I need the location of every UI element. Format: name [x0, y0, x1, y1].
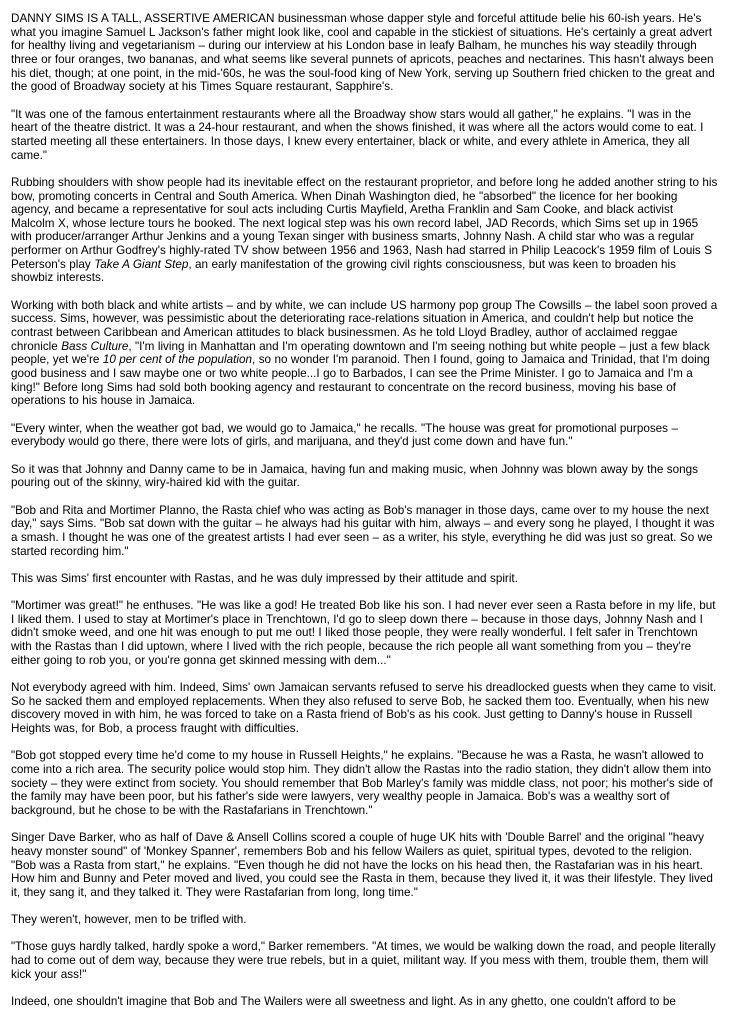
text-run: They weren't, however, men to be trifled with.	[11, 913, 247, 927]
paragraph-5	[11, 422, 719, 449]
paragraph-8	[11, 572, 719, 586]
text-run: Working with both black and white artists – and by white, we can include US harmony pop group The Cowsills – the label soon proved a success. Sims, however, was pessimistic about the deteriorating race-relations situation in America, and couldn't help but notice the contrast between Caribbean and American attitudes to black businessmen. As he told Lloyd Bradley, author of acclaimed reggae chronicle	[11, 298, 718, 353]
paragraph-3	[11, 176, 719, 285]
paragraph-11	[11, 749, 719, 817]
text-run: Rubbing shoulders with show people had its inevitable effect on the restaurant proprietor, and before long he added another string to his bow, promoting concerts in Central and South America. When Dinah Washington died, he "absorbed" the licence for her booking agency, and became a representative for soul acts including Curtis Mayfield, Aretha Franklin and Sam Cooke, and black activist Malcolm X, whose lecture tours he booked. The next logical step was his own record label, JAD Records, which Sims set up in 1965 with producer/arranger Arthur Jenkins and a young Texan singer with business smarts, Johnny Nash. A child star who was a regular performer on Arthur Godfrey's highly-rated TV show between 1956 and 1963, Nash had starred in Philip Leacock's 1959 film of Louis S Peterson's play	[11, 175, 718, 271]
text-run: "Mortimer was great!" he enthuses. "He was like a god! He treated Bob like his son. I had never ever seen a Rasta before in my life, but I liked them. I used to stay at Mortimer's place in Trenchtown, I'd go to sleep down there – because in those days, Johnny Nash and I didn't smoke weed, and one hit was enough to put me out! I liked those people, they were really wonderful. I felt safer in Trenchtown with the Rastas than I did uptown, where I lived with the rich people, because the rich people all want something from you – they're either going to rob you, or you're gonna get skinned messing with dem..."	[11, 599, 716, 667]
text-run: "Bob got stopped every time he'd come to my house in Russell Heights," he explains. "Because he was a Rasta, he wasn't allowed to come into a rich area. The security police would stop him. They didn't allow the Rastas into the radio station, they didn't allow them into society – they were extinct from society. You should remember that Bob Marley's family was middle class, not poor; his mother's side of the family may have been poor, but his father's side were lawyers, very wealthy people in Jamaica. Bob's was a wealthy sort of background, but he chose to be with the Rastafarians in Trenchtown."	[11, 749, 713, 817]
italic-text-run: 10 per cent of the population	[102, 353, 252, 367]
text-run: So it was that Johnny and Danny came to be in Jamaica, having fun and making music, when Johnny was blown away by the songs pouring out of the skinny, wiry-haired kid with the guitar.	[11, 462, 698, 490]
text-run: "Those guys hardly talked, hardly spoke a word," Barker remembers. "At times, we would be walking down the road, and people literally had to come out of dem way, because they were true rebels, but in a quiet, militant way. If you mess with them, trouble them, them will kick your ass!"	[11, 940, 716, 981]
text-run: Indeed, one shouldn't imagine that Bob and The Wailers were all sweetness and light. As in any ghetto, one couldn't afford to be	[11, 995, 676, 1009]
text-run: DANNY SIMS IS A TALL, ASSERTIVE AMERICAN businessman whose dapper style and forceful attitude belie his 60-ish years. He's what you imagine Samuel L Jackson's father might look like, cool and capable in the stickiest of situations. He's certainly a great advert for healthy living and vegetarianism – during our interview at his London base in leafy Balham, he munches his way steadily through three or four oranges, two bananas, and what seems like several punnets of apricots, peaches and nectarines. This hasn't always been his diet, though; at one point, in the mid-'60s, he was the soul-food king of New York, serving up Southern fried chicken to the great and the good of Broadway society at his Times Square restaurant, Sapphire's.	[11, 12, 715, 94]
italic-text-run: Bass Culture	[61, 339, 129, 353]
italic-text-run: Take A Giant Step	[94, 257, 189, 271]
paragraph-2	[11, 108, 719, 163]
paragraph-1	[11, 12, 719, 94]
text-run: "Bob and Rita and Mortimer Planno, the Rasta chief who was acting as Bob's manager in those days, came over to my house the next day," says Sims. "Bob sat down with the guitar – he always had his guitar with him, always – and every song he played, I thought it was a smash. I thought he was one of the greatest artists I had ever seen – as a writer, his style, everything he did was just so great. So we started recording him."	[11, 503, 715, 558]
text-run: Not everybody agreed with him. Indeed, Sims' own Jamaican servants refused to serve his dreadlocked guests when they came to visit. So he sacked them and employed replacements. When they also refused to serve Bob, he sacked them too. Eventually, when his new discovery moved in with him, he was forced to take on a Rasta friend of Bob's as his cook. Just getting to Danny's house in Russell Heights was, for Bob, a process fraught with difficulties.	[11, 681, 717, 735]
paragraph-14	[11, 940, 719, 981]
paragraph-6	[11, 463, 719, 490]
text-run: Singer Dave Barker, who as half of Dave & Ansell Collins scored a couple of huge UK hits with 'Double Barrel' and the original "heavy heavy monster sound" of 'Monkey Spanner', remembers Bob and his fellow Wailers as quiet, spiritual types, devoted to the religion. "Bob was a Rasta from start," he explains. "Even though he did not have the locks on his head then, the Rastafarian was in his heart. How him and Bunny and Peter moved and lived, you could see the Rasta in them, because they lived it, it was their lifestyle. They lived it, they sang it, and they talked it. They were Rastafarian from long, long time."	[11, 831, 713, 899]
text-run: This was Sims' first encounter with Rastas, and he was duly impressed by their attitude and spirit.	[11, 571, 518, 585]
paragraph-12	[11, 831, 719, 899]
text-run: , so no wonder I'm paranoid. Then I found, going to Jamaica and Trinidad, that I'm doing good business and I saw maybe one or two white people...I go to Barbados, I can see the Prime Minister. I go to Jamaica and I'm a king!" Before long Sims had sold both booking agency and restaurant to concentrate on the record business, moving his base of operations to his house in Jamaica.	[11, 353, 710, 408]
text-run: "Every winter, when the weather got bad, we would go to Jamaica," he recalls. "The house was great for promotional purposes – everybody would go there, there were lots of girls, and marijuana, and they'd just come down and have fun."	[11, 421, 678, 449]
paragraph-7	[11, 504, 719, 559]
paragraph-4	[11, 299, 719, 408]
text-run: , an early manifestation of the growing civil rights consciousness, but was keen to broaden his showbiz interests.	[11, 257, 677, 285]
text-run: , "I'm living in Manhattan and I'm operating downtown and I'm seeing nothing but white people – just a few black people, yet we're	[11, 339, 710, 367]
paragraph-9	[11, 599, 719, 667]
text-run: "It was one of the famous entertainment restaurants where all the Broadway show stars would all gather," he explains. "I was in the heart of the theatre district. It was a 24-hour restaurant, and when the shows finished, it was where all the actors would come to eat. I started meeting all these entertainers. In those days, I knew every entertainer, black or white, and every athlete in America, they all came."	[11, 107, 704, 162]
paragraph-10	[11, 681, 719, 736]
paragraph-15	[11, 995, 719, 1009]
paragraph-13	[11, 913, 719, 927]
